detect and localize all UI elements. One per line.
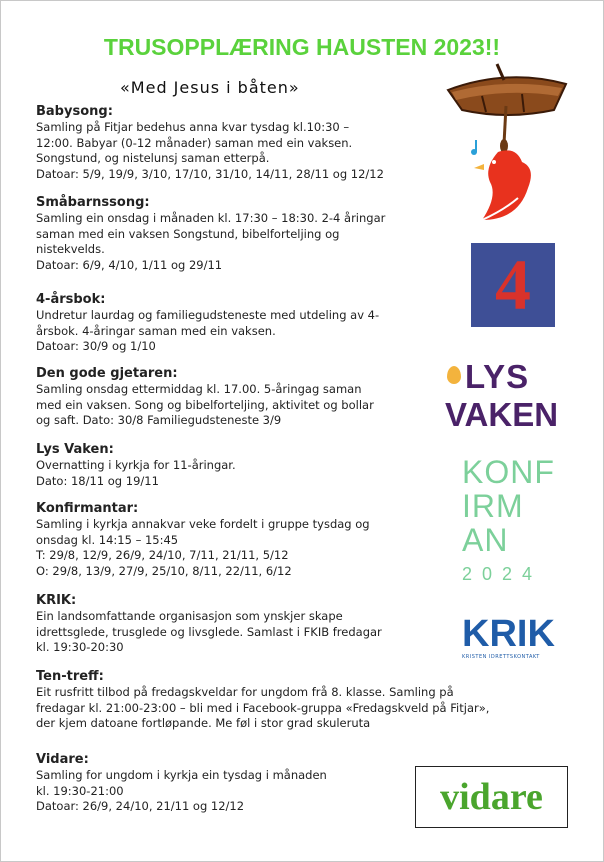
section-heading: Lys Vaken: xyxy=(36,442,114,457)
section-text: Ein landsomfattande organisasjon som ynskjer skape idrettsglede, trusglede og livsglede. Samlast i FKIB fredagar kl. 19:30-20:30 xyxy=(36,609,382,654)
section-text: Undretur laurdag og familiegudsteneste med utdeling av 4- årsbok. 4-åringar saman med ein vaksen. Datoar: 30/9 og 1/10 xyxy=(36,308,380,353)
krik-logo-word: KRIK xyxy=(462,613,555,655)
konf-year: 2024 xyxy=(462,564,543,584)
section-heading: Babysong: xyxy=(36,104,113,119)
section-krik xyxy=(36,592,446,656)
section-heading: Den gode gjetaren: xyxy=(36,366,178,381)
section-text: Samling på Fitjar bedehus anna kvar tysdag kl.10:30 – 12:00. Babyar (0-12 månader) saman med ein vaksen. Songstund, og nistelunsj saman etterpå. Datoar: 5/9, 19/9, 3/10, 17/10, 31/10, 14/11, 28/11 og 12/12 xyxy=(36,120,384,181)
four-year-book-image xyxy=(471,243,555,327)
section-4-arsbok xyxy=(36,291,446,355)
section-text: Samling for ungdom i kyrkja ein tysdag i månaden kl. 19:30-21:00 Datoar: 26/9, 24/10, 21/11 og 12/12 xyxy=(36,768,327,813)
section-heading: Småbarnssong: xyxy=(36,195,150,210)
konf-line: IRM xyxy=(462,488,524,524)
lys-logo-line2: VAKEN xyxy=(445,396,559,433)
section-heading: Vidare: xyxy=(36,752,89,767)
section-vidare xyxy=(36,751,406,815)
flame-icon xyxy=(447,366,461,384)
section-konfirmantar xyxy=(36,500,446,579)
section-heading: Konfirmantar: xyxy=(36,501,139,516)
section-lys-vaken xyxy=(36,441,446,489)
page-title: TRUSOPPLÆRING HAUSTEN 2023!! xyxy=(103,34,501,60)
konf-line: AN xyxy=(462,522,509,558)
section-text: Samling ein onsdag i månaden kl. 17:30 – 18:30. 2-4 åringar saman med ein vaksen Songstund, bibelforteljing og nistekvelds. Datoar: 6/9, 4/10, 1/11 og 29/11 xyxy=(36,211,386,272)
bird-icon xyxy=(470,132,550,224)
page-subtitle: «Med Jesus i båten» xyxy=(120,78,300,97)
section-ten-treff xyxy=(36,668,576,732)
section-text: Eit rusfritt tilbod på fredagskveldar for ungdom frå 8. klasse. Samling på fredagar kl. 21:00-23:00 – bli med i Facebook-gruppa «Fredagskveld på Fitjar», der kjem datoane fortløpande. Me føl i stor grad skuleruta xyxy=(36,685,490,730)
lys-logo-line1: LYS xyxy=(465,358,530,395)
section-text: Samling i kyrkja annakvar veke fordelt i gruppe tysdag og onsdag kl. 14:15 – 15:45 T: 29/8, 12/9, 26/9, 24/10, 7/11, 21/11, 5/12 O: 29/8, 13/9, 27/9, 25/10, 8/11, 22/11, 6/12 xyxy=(36,517,370,578)
section-heading: 4-årsbok: xyxy=(36,292,106,307)
krik-logo-subtitle: KRISTEN IDRETTSKONTAKT xyxy=(462,654,540,660)
section-smabarnssong xyxy=(36,194,446,273)
konf-line: KONF xyxy=(462,454,555,490)
konfirmant-logo xyxy=(462,455,562,595)
lys-vaken-logo xyxy=(445,358,571,440)
section-text: Samling onsdag ettermiddag kl. 17.00. 5-åringag saman med ein vaksen. Song og bibelforteljing, aktivitet og bollar og saft. Dato: 30/8 Familiegudsteneste 3/9 xyxy=(36,382,374,427)
section-den-gode-gjetaren xyxy=(36,365,446,429)
section-text: Overnatting i kyrkja for 11-åringar. Dato: 18/11 og 19/11 xyxy=(36,458,236,488)
book-numeral: 4 xyxy=(495,245,531,325)
krik-logo xyxy=(462,614,558,664)
section-heading: Ten-treff: xyxy=(36,669,104,684)
section-heading: KRIK: xyxy=(36,593,77,608)
section-babysong xyxy=(36,103,446,182)
vidare-logo: vidare xyxy=(415,766,568,828)
